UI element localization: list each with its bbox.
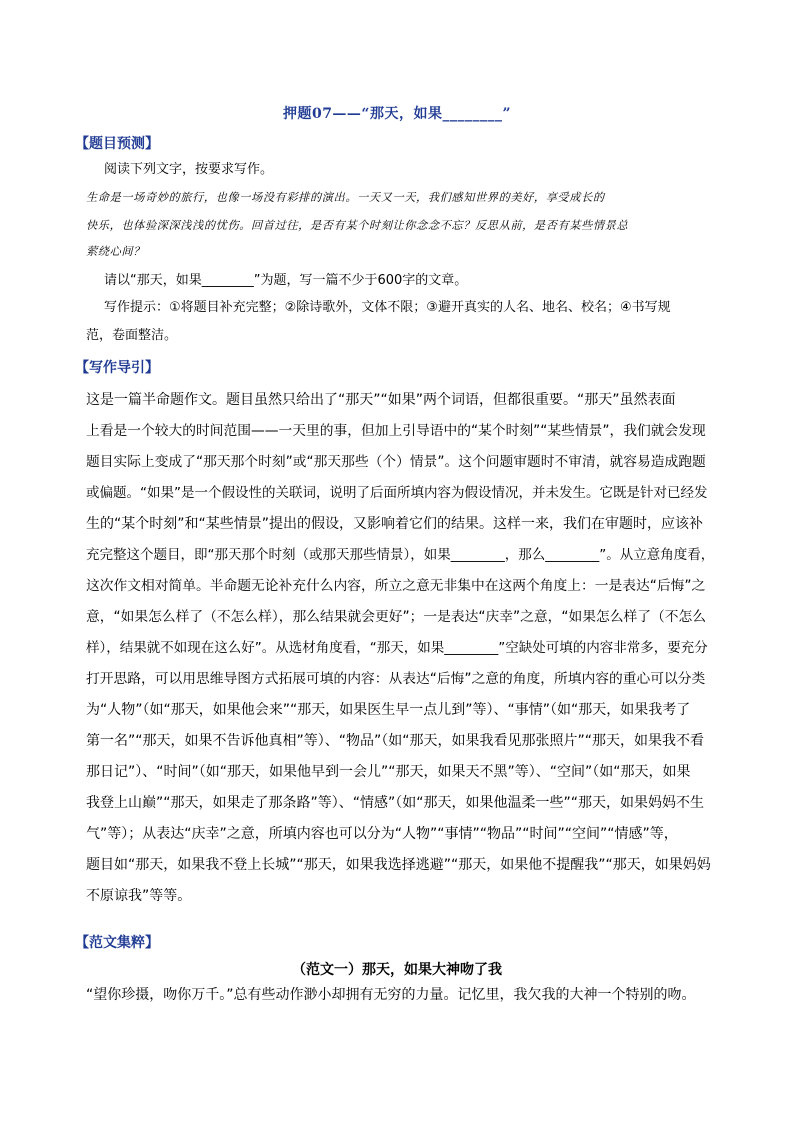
guide-line: 我登上山巅”“那天，如果走了那条路”等）、“情感”（如“那天，如果他温柔一些”“那天，如果妈妈不生 (86, 795, 705, 811)
guide-line: 打开思路，可以用思维导图方式拓展可填的内容：从表达“后悔”之意的角度，所填内容的重心可以分类 (86, 671, 706, 687)
guide-line: 这次作文相对简单。半命题无论补充什么内容，所立之意无非集中在这两个角度上：一是表达“后悔”之 (86, 578, 706, 594)
guide-line: 气”等）；从表达“庆幸”之意，所填内容也可以分为“人物”“事情”“物品”“时间”“空间”“情感”等， (86, 826, 678, 842)
guide-line: 题目如“那天，如果我不登上长城”“那天，如果我选择逃避”“那天，如果他不提醒我”“那天，如果妈妈 (86, 857, 711, 873)
section-heading-guide: 【写作导引】 (75, 360, 159, 376)
prediction-requirement: 请以“那天，如果________”为题，写一篇不少于600字的文章。 (104, 273, 468, 288)
guide-line: 充完整这个题目，即“那天那个时刻（或那天那些情景），如果________，那么________”。从立意角度看， (86, 547, 715, 563)
guide-line: 上看是一个较大的时间范围——一天里的事，但加上引导语中的“某个时刻”“某些情景”，我们就会发现 (86, 423, 706, 439)
writing-tips-line: 范，卷面整洁。 (86, 328, 178, 343)
guide-line: 样），结果就不如现在这么好”。从选材角度看，“那天，如果________”空缺处可填的内容非常多，要充分 (86, 640, 708, 656)
guide-line: 或偏题。“如果”是一个假设性的关联词，说明了后面所填内容为假设情况，并未发生。它既是针对已经发 (86, 485, 708, 501)
section-heading-samples: 【范文集粹】 (75, 935, 159, 951)
essay-first-line: “望你珍摄，吻你万千。”总有些动作渺小却拥有无穷的力量。记忆里，我欠我的大神一个特别的吻。 (86, 987, 696, 1003)
writing-tips-line: 写作提示：①将题目补充完整；②除诗歌外，文体不限；③避开真实的人名、地名、校名；④书写规 (104, 300, 671, 315)
guide-line: 意，“如果怎么样了（不怎么样），那么结果就会更好”；一是表达“庆幸”之意，“如果怎么样了（不怎么 (86, 609, 706, 625)
document-title: 押题07——“那天，如果________” (282, 106, 512, 122)
guide-line: 不原谅我”等等。 (86, 888, 192, 904)
guide-line: 这是一篇半命题作文。题目虽然只给出了“那天”“如果”两个词语，但都很重要。“那天”虽然表面 (86, 392, 676, 408)
section-heading-prediction: 【题目预测】 (75, 136, 159, 152)
guide-line: 那日记”）、“时间”（如“那天，如果他早到一会儿”“那天，如果天不黑”等）、“空间”（如“那天，如果 (86, 764, 691, 780)
prompt-line: 快乐，也体验深深浅浅的忧伤。回首过往，是否有某个时刻让你念念不忘？反思从前，是否有某些情景总 (86, 219, 629, 232)
guide-line: 第一名”“那天，如果不告诉他真相”等）、“物品”（如“那天，如果我看见那张照片”“那天，如果我不看 (86, 733, 705, 749)
guide-line: 题目实际上变成了“那天那个时刻”或“那天那些（个）情景”。这个问题审题时不审清，就容易造成跑题 (86, 454, 706, 470)
guide-line: 为“人物”（如“那天，如果他会来”“那天，如果医生早一点儿到”等）、“事情”（如“那天，如果我考了 (86, 702, 691, 718)
prompt-line: 萦绕心间？ (86, 245, 145, 258)
prompt-line: 生命是一场奇妙的旅行，也像一场没有彩排的演出。一天又一天，我们感知世界的美好，享受成长的 (86, 191, 605, 204)
guide-line: 生的“某个时刻”和“某些情景”提出的假设，又影响着它们的结果。这样一来，我们在审题时，应该补 (86, 516, 704, 532)
essay-title: （范文一）那天，如果大神吻了我 (292, 962, 502, 978)
prediction-instruction: 阅读下列文字，按要求写作。 (104, 162, 274, 177)
